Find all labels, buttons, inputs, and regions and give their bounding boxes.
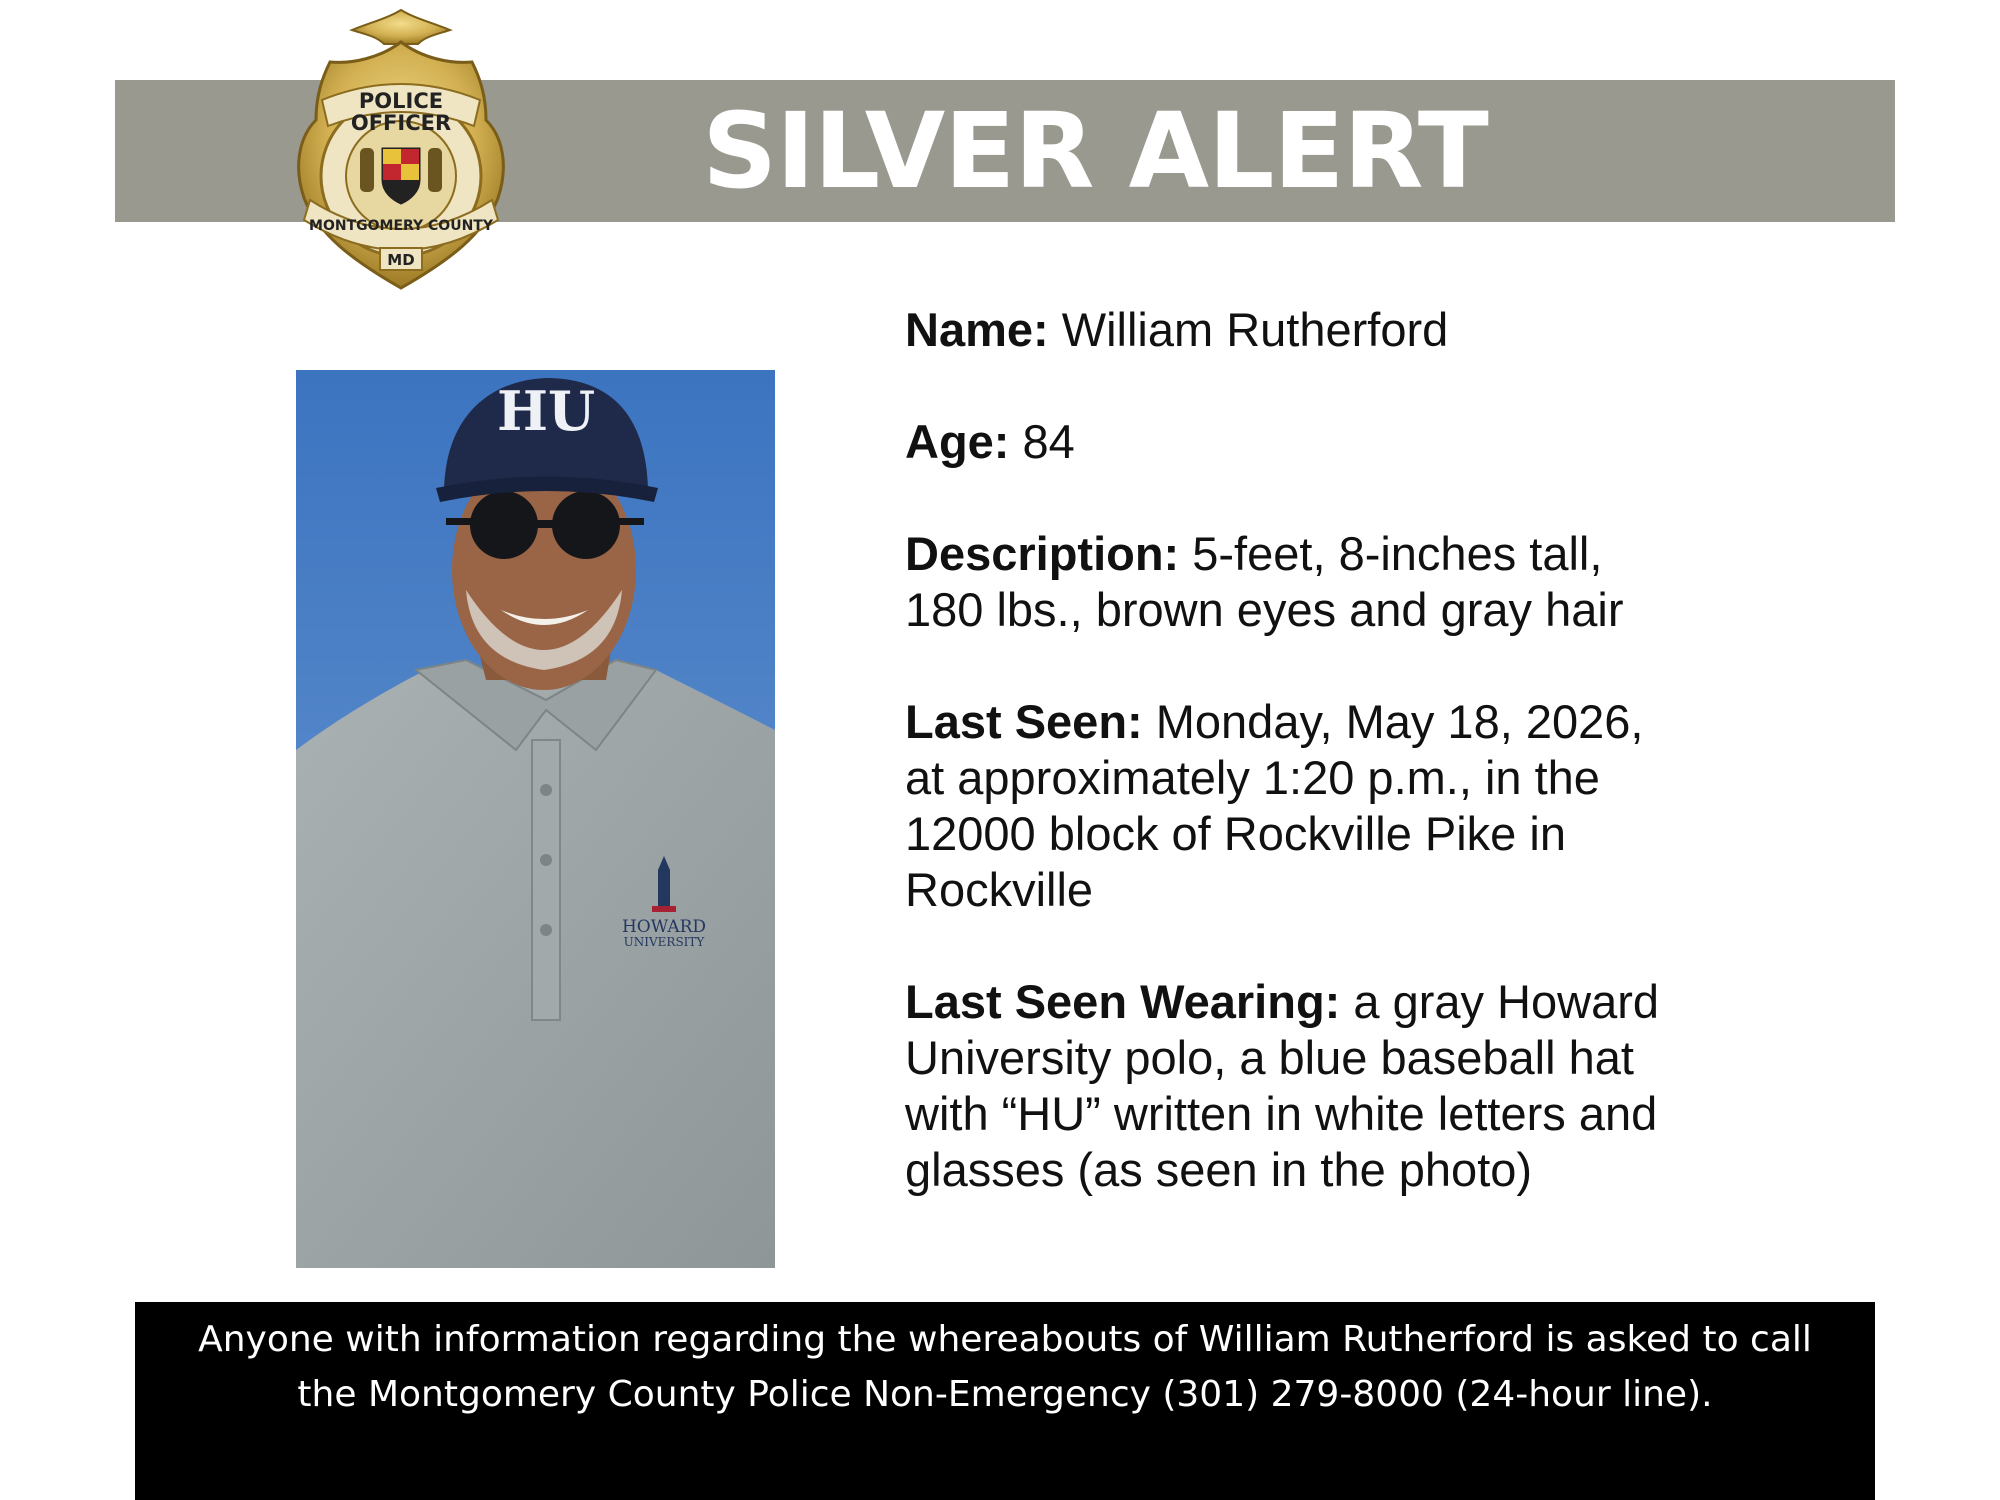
name-label: Name:: [905, 303, 1049, 356]
svg-text:POLICE: POLICE: [358, 89, 444, 113]
svg-text:MD: MD: [387, 251, 415, 269]
last-seen-wearing-field: [905, 974, 1695, 1198]
description-value: 5-feet, 8-inches tall, 180 lbs., brown eyes and gray hair: [905, 527, 1624, 636]
person-details: [905, 302, 1905, 1254]
age-field: [905, 414, 1905, 470]
description-label: Description:: [905, 527, 1180, 580]
last-seen-wearing-label: Last Seen Wearing:: [905, 975, 1341, 1028]
contact-message: Anyone with information regarding the whereabouts of William Rutherford is asked to call the Montgomery County Police Non-Emergency (301) 279-8000 (24-hour line).: [198, 1319, 1812, 1415]
last-seen-value: Monday, May 18, 2026, at approximately 1:20 p.m., in the 12000 block of Rockville Pike in Rockville: [905, 695, 1644, 916]
svg-text:UNIVERSITY: UNIVERSITY: [623, 935, 705, 949]
svg-text:HOWARD: HOWARD: [621, 917, 707, 937]
missing-person-photo: [296, 370, 775, 1268]
last-seen-wearing-value: a gray Howard University polo, a blue baseball hat with “HU” written in white letters and glasses (as seen in the photo): [905, 975, 1660, 1196]
police-badge-logo: [292, 8, 510, 294]
contact-footer: [135, 1302, 1875, 1500]
svg-text:OFFICER: OFFICER: [350, 111, 452, 135]
svg-text:HU: HU: [496, 379, 596, 443]
last-seen-label: Last Seen:: [905, 695, 1143, 748]
description-field: [905, 526, 1665, 638]
age-label: Age:: [905, 415, 1010, 468]
age-value: 84: [1009, 415, 1075, 468]
name-field: [905, 302, 1905, 358]
page-title: SILVER ALERT: [702, 90, 1488, 212]
svg-text:MONTGOMERY COUNTY: MONTGOMERY COUNTY: [309, 218, 493, 234]
name-value: William Rutherford: [1048, 303, 1449, 356]
last-seen-field: [905, 694, 1685, 918]
